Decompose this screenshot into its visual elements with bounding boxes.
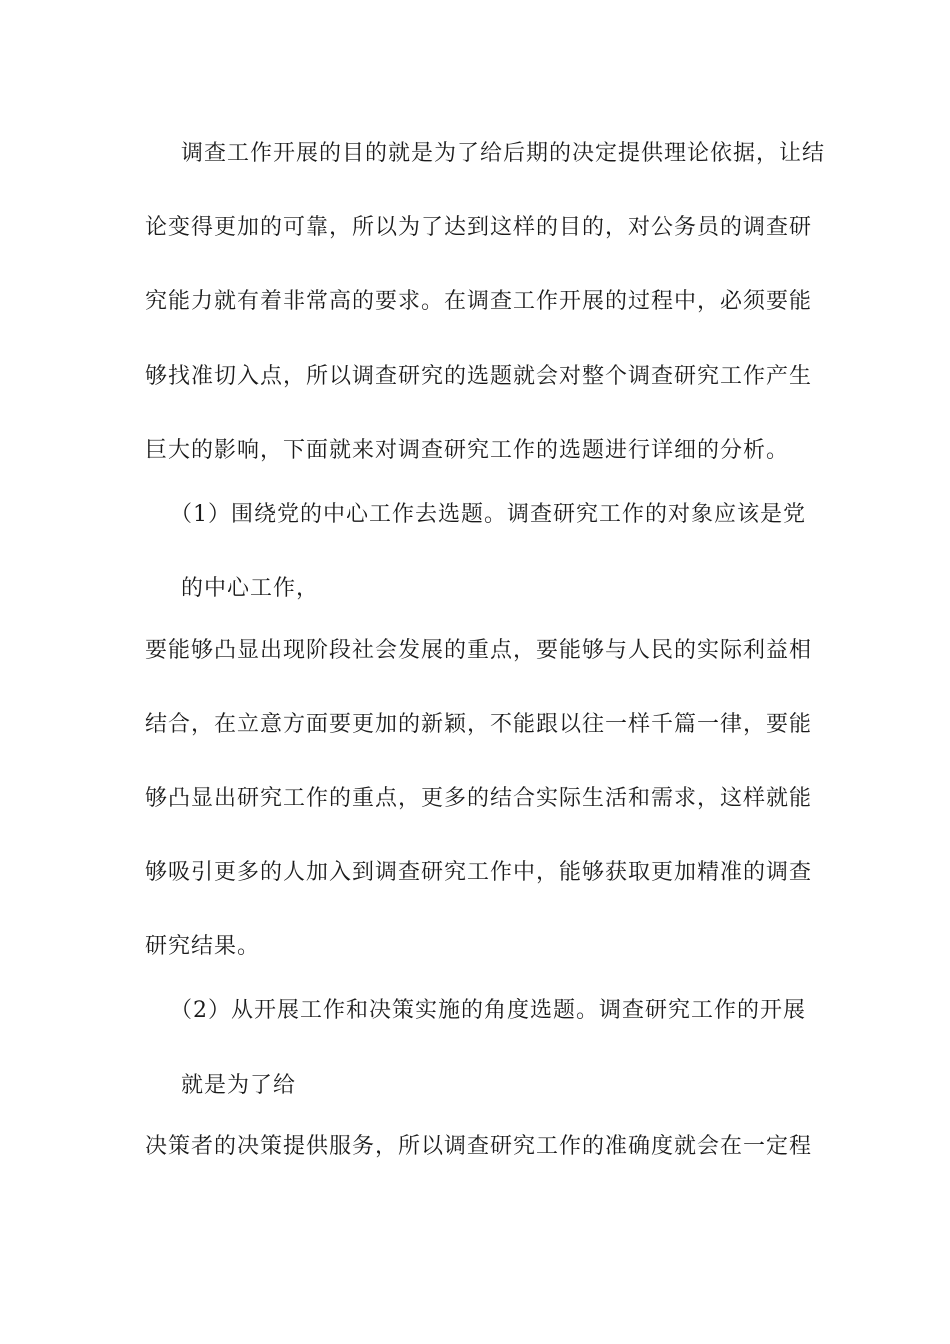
- paragraph-1-line-3: 究能力就有着非常高的要求。在调查工作开展的过程中，必须要能: [145, 289, 813, 314]
- paragraph-2-line-3: 够凸显出研究工作的重点，更多的结合实际生活和需求，这样就能: [145, 786, 813, 811]
- paragraph-2-line-1: 要能够凸显出现阶段社会发展的重点，要能够与人民的实际利益相: [145, 638, 813, 663]
- item-1-heading-line-2: 的中心工作，: [181, 576, 320, 601]
- item-2-heading-line-2: 就是为了给: [181, 1073, 297, 1098]
- item-1-heading-line-1: （1）围绕党的中心工作去选题。调查研究工作的对象应该是党: [170, 502, 806, 527]
- paragraph-2-line-2: 结合，在立意方面要更加的新颖，不能跟以往一样千篇一律，要能: [145, 712, 813, 737]
- paragraph-1-line-2: 论变得更加的可靠，所以为了达到这样的目的，对公务员的调查研: [145, 215, 813, 240]
- paragraph-2-line-5: 研究结果。: [145, 934, 261, 959]
- item-2-heading-line-1: （2）从开展工作和决策实施的角度选题。调查研究工作的开展: [170, 998, 806, 1023]
- paragraph-1-line-5: 巨大的影响，下面就来对调查研究工作的选题进行详细的分析。: [145, 438, 790, 463]
- paragraph-2-line-4: 够吸引更多的人加入到调查研究工作中，能够获取更加精准的调查: [145, 860, 813, 885]
- paragraph-1-line-1: 调查工作开展的目的就是为了给后期的决定提供理论依据，让结: [181, 141, 826, 166]
- paragraph-1-line-4: 够找准切入点，所以调查研究的选题就会对整个调查研究工作产生: [145, 364, 813, 389]
- paragraph-3-line-1: 决策者的决策提供服务，所以调查研究工作的准确度就会在一定程: [145, 1134, 813, 1159]
